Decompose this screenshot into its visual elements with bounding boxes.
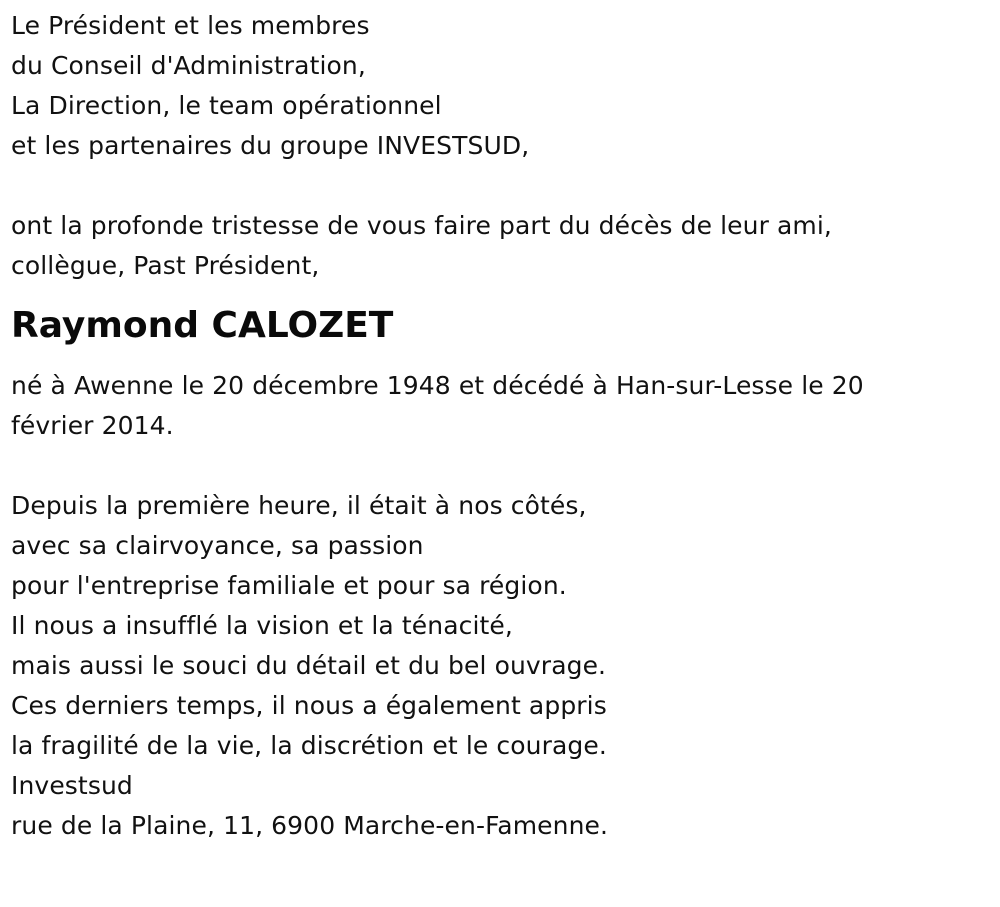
signature-address: rue de la Plaine, 11, 6900 Marche-en-Famenne. bbox=[11, 811, 609, 840]
announcement-block bbox=[11, 206, 991, 286]
tribute-line: Ces derniers temps, il nous a également appris bbox=[11, 691, 607, 720]
tribute-block bbox=[11, 486, 991, 766]
death-notice bbox=[11, 6, 991, 846]
intro-line: Le Président et les membres bbox=[11, 11, 370, 40]
tribute-line: Depuis la première heure, il était à nos côtés, bbox=[11, 491, 587, 520]
tribute-line: Il nous a insufflé la vision et la ténacité, bbox=[11, 611, 513, 640]
dates-line: né à Awenne le 20 décembre 1948 et décédé à Han-sur-Lesse le 20 bbox=[11, 371, 864, 400]
announcement-line: collègue, Past Président, bbox=[11, 251, 320, 280]
signature-company: Investsud bbox=[11, 771, 133, 800]
signature-block bbox=[11, 766, 991, 846]
intro-line: du Conseil d'Administration, bbox=[11, 51, 366, 80]
tribute-line: mais aussi le souci du détail et du bel ouvrage. bbox=[11, 651, 607, 680]
deceased-name: Raymond CALOZET bbox=[11, 305, 394, 346]
tribute-line: pour l'entreprise familiale et pour sa région. bbox=[11, 571, 567, 600]
tribute-line: avec sa clairvoyance, sa passion bbox=[11, 531, 424, 560]
spacer bbox=[11, 166, 991, 206]
tribute-line: la fragilité de la vie, la discrétion et le courage. bbox=[11, 731, 607, 760]
intro-line: et les partenaires du groupe INVESTSUD, bbox=[11, 131, 530, 160]
dates-line: février 2014. bbox=[11, 411, 174, 440]
spacer bbox=[11, 446, 991, 486]
announcement-line: ont la profonde tristesse de vous faire part du décès de leur ami, bbox=[11, 211, 832, 240]
intro-block bbox=[11, 6, 991, 166]
intro-line: La Direction, le team opérationnel bbox=[11, 91, 442, 120]
dates-block bbox=[11, 366, 991, 446]
